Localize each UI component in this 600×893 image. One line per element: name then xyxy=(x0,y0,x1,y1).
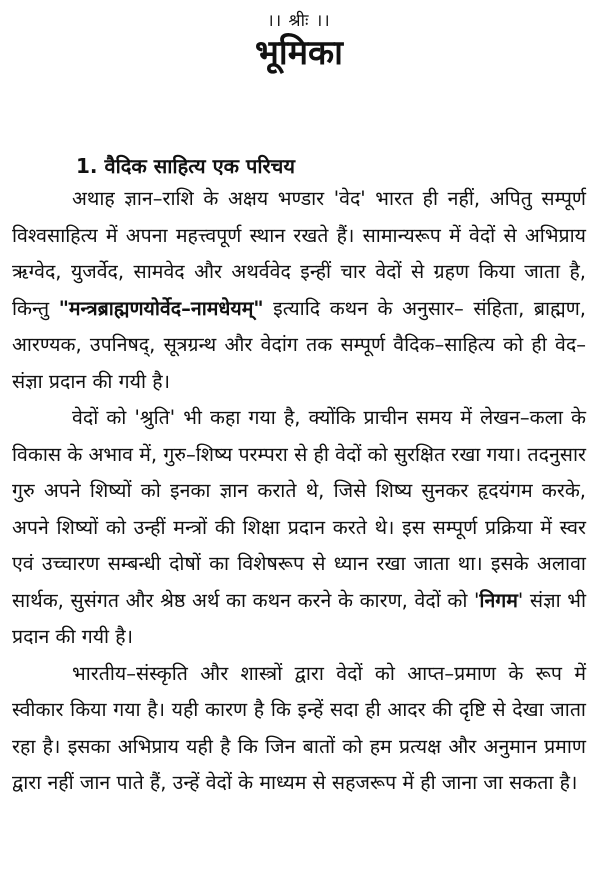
page-title: भूमिका xyxy=(255,33,343,73)
paragraph-2-text-a: वेदों को 'श्रुति' भी कहा गया है, क्योंकि प्राचीन समय में लेखन–कला के विकास के अभाव में, गुरु–शिष्य परम्परा से ही वेदों को सुरक्षित रखा गया। तदनुसार गुरु अपने शिष्यों को इनका ज्ञान कराते थे, जिसे शिष्य सुनकर हृदयंगम करके, अपने शिष्यों को उन्हीं मन्त्रों की शिक्षा प्रदान करते थे। इस सम्पूर्ण प्रक्रिया में स्वर एवं उच्चारण सम्बन्धी दोषों का विशेषरूप से ध्यान रखा जाता था। इसके अलावा सार्थक, सुसंगत और श्रेष्ठ अर्थ का कथन करने के कारण, वेदों को ' xyxy=(12,406,586,612)
paragraph-2 xyxy=(12,400,586,656)
highlighted-term: निगम xyxy=(479,588,518,612)
invocation-line: ।। श्रीः ।। xyxy=(267,11,331,31)
paragraph-2-text-b: ' संज्ञा भी प्रदान की गयी है। xyxy=(12,588,587,648)
paragraph-1 xyxy=(12,181,586,400)
paragraph-1-text-b: इत्यादि कथन के अनुसार– संहिता, ब्राह्मण, आरण्यक, उपनिषद्, सूत्रग्रन्थ और वेदांग तक सम्पूर्ण वैदिक–साहित्य को ही वेद–संज्ञा प्रदान की गयी है। xyxy=(12,296,586,393)
paragraph-1-text-a: अथाह ज्ञान–राशि के अक्षय भण्डार 'वेद' भारत ही नहीं, अपितु सम्पूर्ण विश्वसाहित्य में अपना महत्त्वपूर्ण स्थान रखते हैं। सामान्यरूप में वेदों से अभिप्राय ऋग्वेद, युजर्वेद, सामवेद और अथर्ववेद इन्हीं चार वेदों से ग्रहण किया जाता है, किन्तु xyxy=(12,187,586,320)
quoted-term: "मन्त्रब्राह्मणयोर्वेद–नामधेयम्" xyxy=(58,296,264,320)
paragraph-3: भारतीय–संस्कृति और शास्त्रों द्वारा वेदों को आप्त–प्रमाण के रूप में स्वीकार किया गया है। यही कारण है कि इन्हें सदा ही आदर की दृष्टि से देखा जाता रहा है। इसका अभिप्राय यही है कि जिन बातों को हम प्रत्यक्ष और अनुमान प्रमाण द्वारा नहीं जान पाते हैं, उन्हें वेदों के माध्यम से सहजरूप में ही जाना जा सकता है। xyxy=(12,661,586,794)
section-heading: 1. वैदिक साहित्य एक परिचय xyxy=(76,154,295,178)
